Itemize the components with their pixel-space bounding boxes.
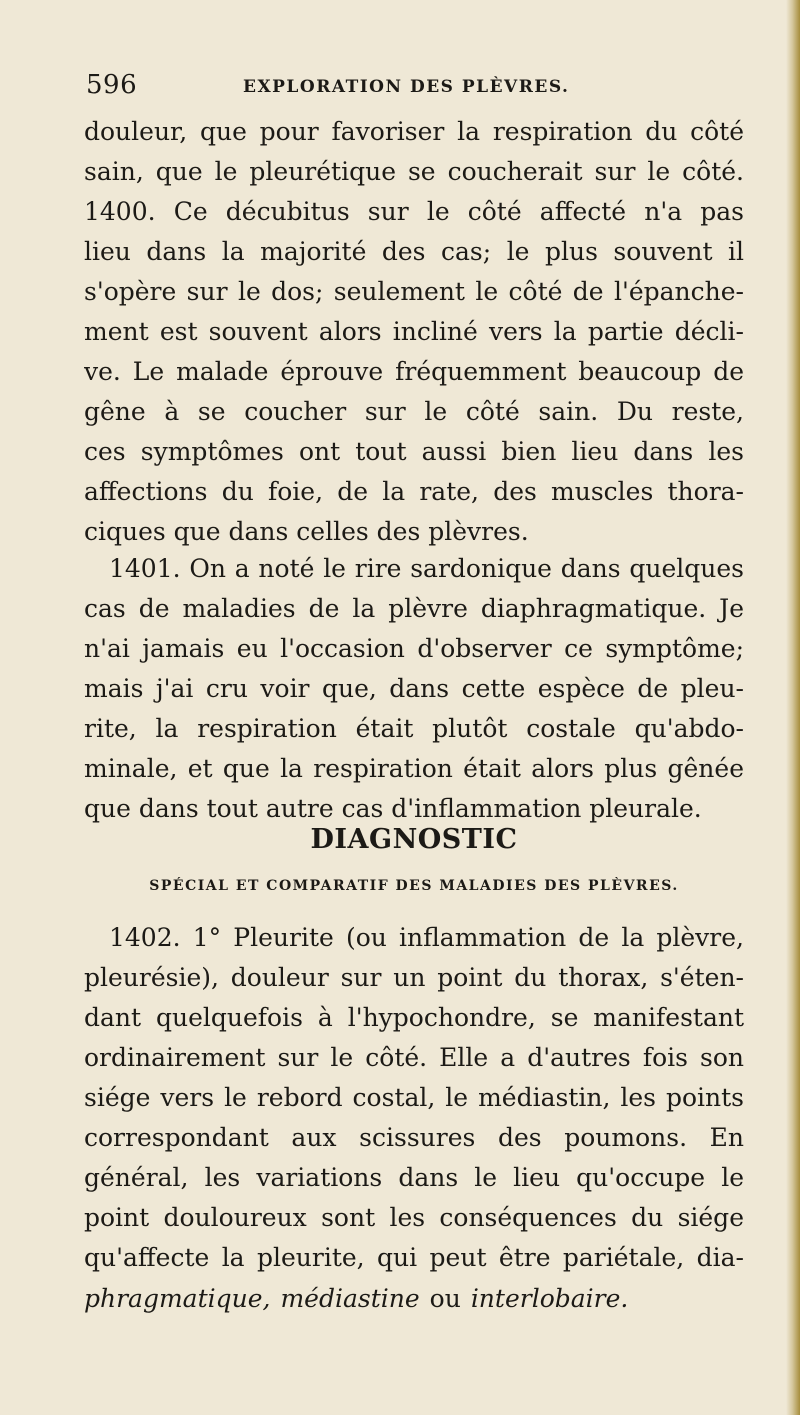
text-line: ordinairement sur le côté. Elle a d'autres fois son <box>84 1043 744 1072</box>
page-number: 596 <box>86 70 138 100</box>
running-title: EXPLORATION DES PLÈVRES. <box>243 77 570 97</box>
text-line: s'opère sur le dos; seulement le côté de l'épanche- <box>84 277 744 306</box>
page-edge <box>786 0 800 1415</box>
text-line: général, les variations dans le lieu qu'occupe le <box>84 1163 744 1192</box>
text-line: qu'affecte la pleurite, qui peut être pariétale, dia- <box>84 1243 744 1272</box>
term-diaphragmatique: phragmatique, <box>84 1283 271 1313</box>
paragraph-1401 <box>84 549 744 829</box>
text-line: rite, la respiration était plutôt costale qu'abdo- <box>84 714 744 743</box>
text-line: sain, que le pleurétique se coucherait sur le côté. <box>84 157 744 186</box>
text-line: minale, et que la respiration était alors plus gênée <box>84 754 744 783</box>
text-line: ment est souvent alors incliné vers la partie décli- <box>84 317 744 346</box>
text-line: n'ai jamais eu l'occasion d'observer ce symptôme; <box>84 634 744 663</box>
text-line: lieu dans la majorité des cas; le plus souvent il <box>84 237 744 266</box>
text-line: pleurésie), douleur sur un point du thorax, s'éten- <box>84 963 744 992</box>
section-subheading: SPÉCIAL ET COMPARATIF DES MALADIES DES PLÈVRES. <box>149 878 679 894</box>
text-line: ve. Le malade éprouve fréquemment beaucoup de <box>84 357 744 386</box>
text-line: affections du foie, de la rate, des muscles thora- <box>84 477 744 506</box>
text-line: 1401. On a noté le rire sardonique dans quelques <box>109 554 744 583</box>
text-line: que dans tout autre cas d'inflammation pleurale. <box>84 794 702 823</box>
text-line: point douloureux sont les conséquences du siége <box>84 1203 744 1232</box>
term-mediastine: médiastine <box>280 1283 420 1313</box>
text-line: ciques que dans celles des plèvres. <box>84 517 529 546</box>
page-header <box>86 70 746 110</box>
text-line: correspondant aux scissures des poumons. En <box>84 1123 744 1152</box>
text-line: cas de maladies de la plèvre diaphragmatique. Je <box>84 594 744 623</box>
text-line: siége vers le rebord costal, le médiastin, les points <box>84 1083 744 1112</box>
text-line: 1402. 1° Pleurite (ou inflammation de la plèvre, <box>109 923 744 952</box>
final-text-line <box>84 1278 744 1318</box>
text-line: dant quelquefois à l'hypochondre, se manifestant <box>84 1003 744 1032</box>
paragraph-1402 <box>84 918 744 1318</box>
term-interlobaire: interlobaire. <box>470 1283 629 1313</box>
paragraph-1400 <box>84 112 744 552</box>
text-line: ces symptômes ont tout aussi bien lieu dans les <box>84 437 744 466</box>
text-line: mais j'ai cru voir que, dans cette espèce de pleu- <box>84 674 744 703</box>
section-heading: DIAGNOSTIC <box>310 824 518 855</box>
text-line: douleur, que pour favoriser la respiration du côté <box>84 117 744 146</box>
text-line: gêne à se coucher sur le côté sain. Du reste, <box>84 397 744 426</box>
text-line: 1400. Ce décubitus sur le côté affecté n'a pas <box>84 197 744 226</box>
connector-word: ou <box>429 1283 461 1313</box>
